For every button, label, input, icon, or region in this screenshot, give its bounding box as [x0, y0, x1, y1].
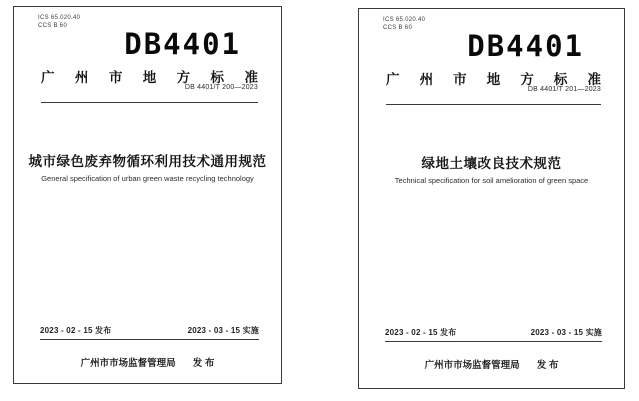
dates-row	[40, 325, 259, 340]
standard-type-title	[386, 68, 601, 88]
db4401-logo: DB4401	[467, 29, 584, 63]
standard-cover-page-right	[358, 8, 625, 389]
publisher-row	[359, 357, 624, 371]
issue-date: 2023 - 02 - 15 发布	[385, 328, 457, 337]
document-title-zh: 绿地土壤改良技术规范	[421, 156, 562, 171]
classification-codes	[38, 15, 80, 30]
publisher-name: 广州市市场监督管理局	[80, 358, 176, 369]
publish-label: 发 布	[536, 360, 559, 371]
ccs-code: CCS B 60	[38, 22, 68, 29]
classification-codes	[383, 17, 425, 32]
standard-type-char: 准	[244, 70, 258, 85]
document-title-en: Technical specification for soil amelioration of green space	[394, 176, 589, 185]
issue-date: 2023 - 02 - 15 发布	[40, 326, 112, 335]
standard-type-char: 方	[176, 70, 191, 85]
standard-type-char: 地	[142, 70, 157, 85]
standard-number: DB 4401/T 200—2023	[184, 84, 258, 91]
implementation-date: 2023 - 03 - 15 实施	[530, 328, 602, 337]
ics-code: ICS 65.020.40	[38, 15, 81, 21]
ccs-code: CCS B 60	[383, 24, 413, 31]
publisher-name: 广州市市场监督管理局	[424, 360, 520, 371]
standard-type-char: 地	[486, 72, 501, 87]
standard-type-char: 广	[41, 70, 55, 85]
document-title-en: General specification of urban green waste recycling technology	[41, 174, 254, 183]
publish-label: 发 布	[192, 358, 215, 369]
standard-type-char: 标	[553, 72, 568, 87]
standard-type-char: 市	[453, 72, 467, 87]
standard-type-char: 标	[210, 70, 225, 85]
ics-code: ICS 65.020.40	[383, 17, 426, 23]
standard-number: DB 4401/T 201—2023	[527, 86, 601, 93]
standard-type-char: 州	[419, 72, 434, 87]
standard-type-char: 方	[520, 72, 534, 87]
standard-type-char: 广	[386, 72, 400, 87]
standard-type-char: 州	[74, 70, 89, 85]
standard-type-char: 准	[587, 72, 601, 87]
standard-type-char: 市	[108, 70, 123, 85]
standard-type-title	[41, 66, 258, 86]
document-title-zh: 城市绿色废弃物循环利用技术通用规范	[28, 154, 267, 169]
standard-cover-page-left	[13, 6, 282, 384]
dates-row	[385, 327, 602, 342]
header-divider-rule	[386, 104, 601, 105]
publisher-row	[14, 355, 281, 369]
db4401-logo: DB4401	[124, 27, 241, 61]
implementation-date: 2023 - 03 - 15 实施	[187, 326, 259, 335]
header-divider-rule	[41, 102, 258, 103]
